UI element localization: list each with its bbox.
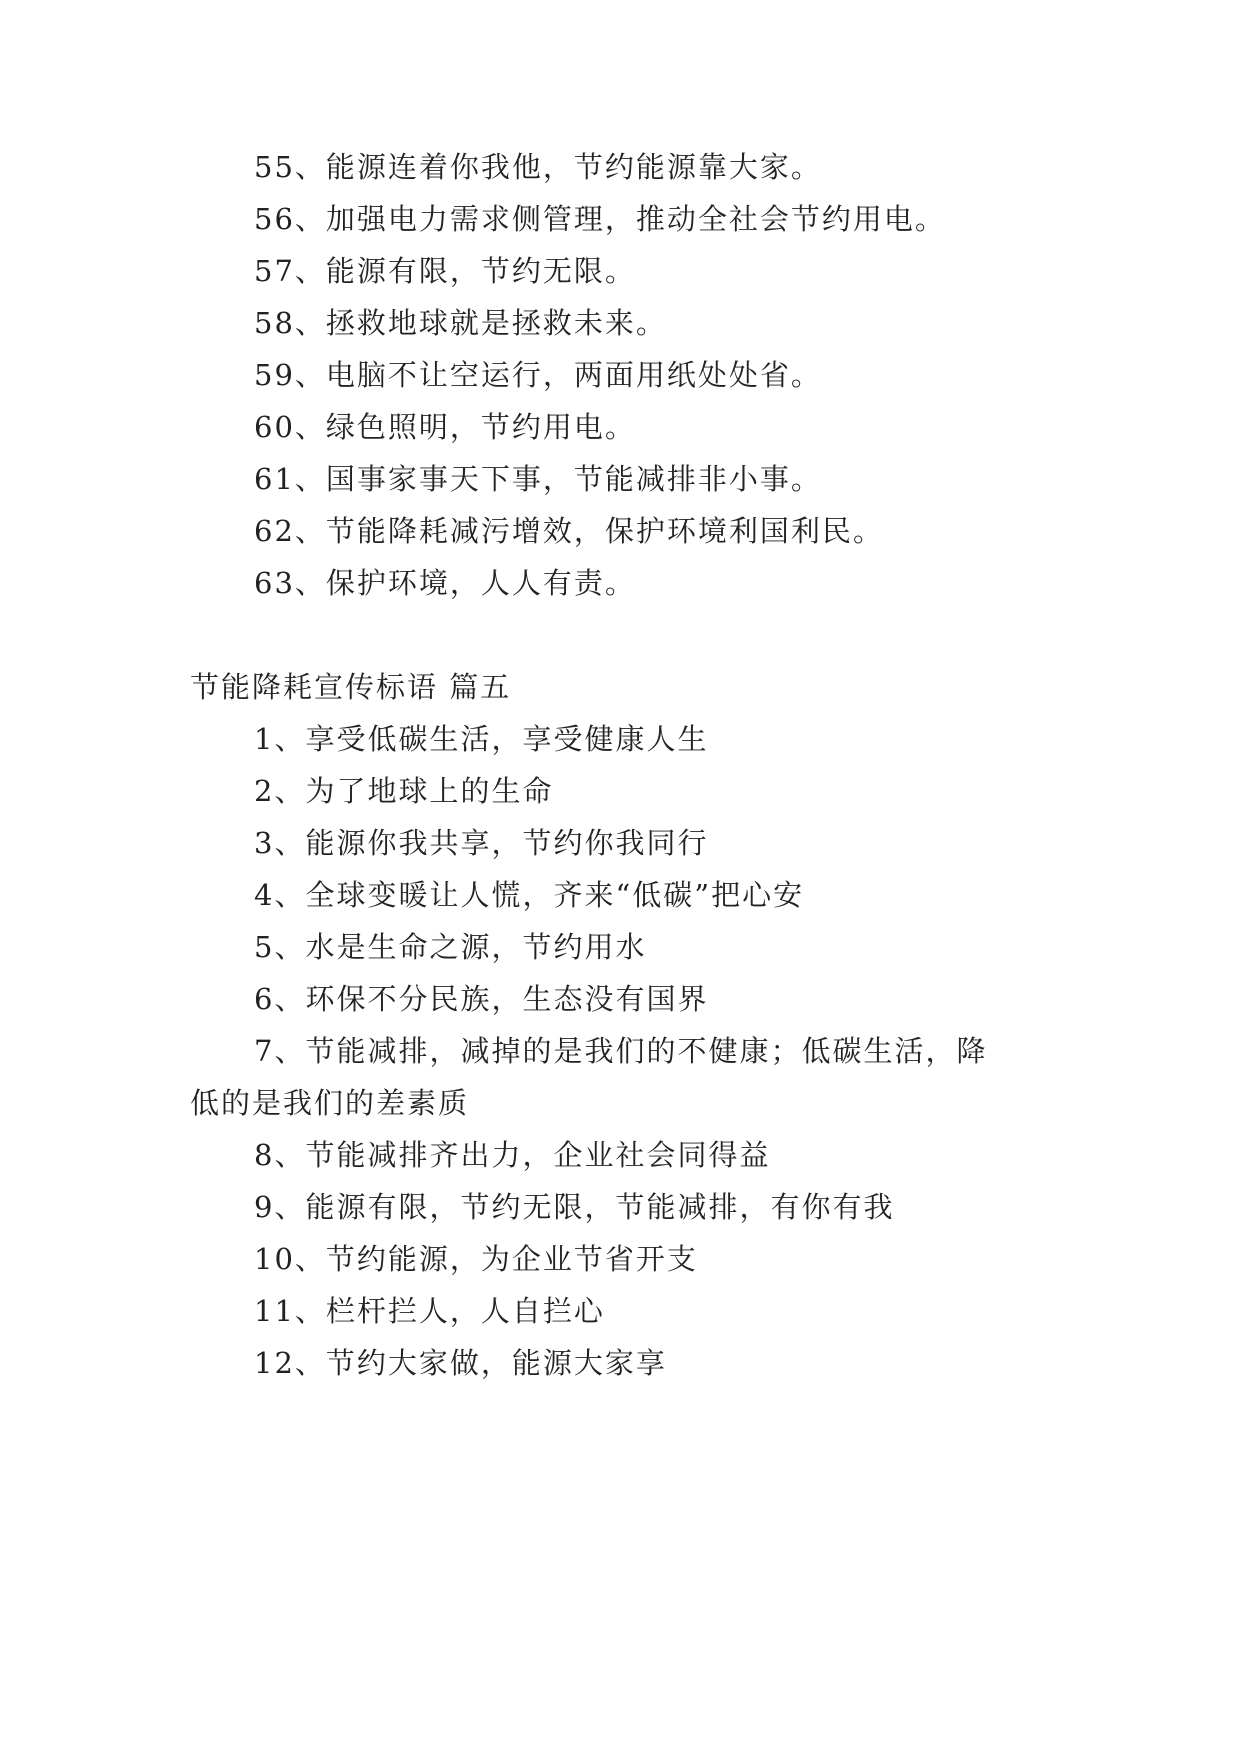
slogan-56: 56、加强电力需求侧管理，推动全社会节约用电。 <box>254 202 946 236</box>
slogan-57: 57、能源有限，节约无限。 <box>254 254 636 288</box>
slogan-55: 55、能源连着你我他，节约能源靠大家。 <box>254 150 822 184</box>
slogan-11: 11、栏杆拦人，人自拦心 <box>254 1294 605 1328</box>
slogan-2: 2、为了地球上的生命 <box>254 774 554 808</box>
section-heading: 节能降耗宣传标语 篇五 <box>190 670 512 704</box>
slogan-61: 61、国事家事天下事，节能减排非小事。 <box>254 462 822 496</box>
slogan-7-continued: 低的是我们的差素质 <box>190 1086 470 1120</box>
slogan-63: 63、保护环境，人人有责。 <box>254 566 636 600</box>
slogan-60: 60、绿色照明，节约用电。 <box>254 410 636 444</box>
slogan-58: 58、拯救地球就是拯救未来。 <box>254 306 667 340</box>
slogan-10: 10、节约能源，为企业节省开支 <box>254 1242 698 1276</box>
slogan-5: 5、水是生命之源，节约用水 <box>254 930 647 964</box>
slogan-8: 8、节能减排齐出力，企业社会同得益 <box>254 1138 771 1172</box>
slogan-4: 4、全球变暖让人慌，齐来“低碳”把心安 <box>254 878 805 912</box>
slogan-62: 62、节能降耗减污增效，保护环境利国利民。 <box>254 514 884 548</box>
slogan-3: 3、能源你我共享，节约你我同行 <box>254 826 709 860</box>
slogan-12: 12、节约大家做，能源大家享 <box>254 1346 667 1380</box>
slogan-6: 6、环保不分民族，生态没有国界 <box>254 982 709 1016</box>
slogan-7: 7、节能减排，减掉的是我们的不健康；低碳生活，降 <box>254 1034 988 1068</box>
slogan-59: 59、电脑不让空运行，两面用纸处处省。 <box>254 358 822 392</box>
slogan-9: 9、能源有限，节约无限，节能减排，有你有我 <box>254 1190 895 1224</box>
slogan-1: 1、享受低碳生活，享受健康人生 <box>254 722 709 756</box>
